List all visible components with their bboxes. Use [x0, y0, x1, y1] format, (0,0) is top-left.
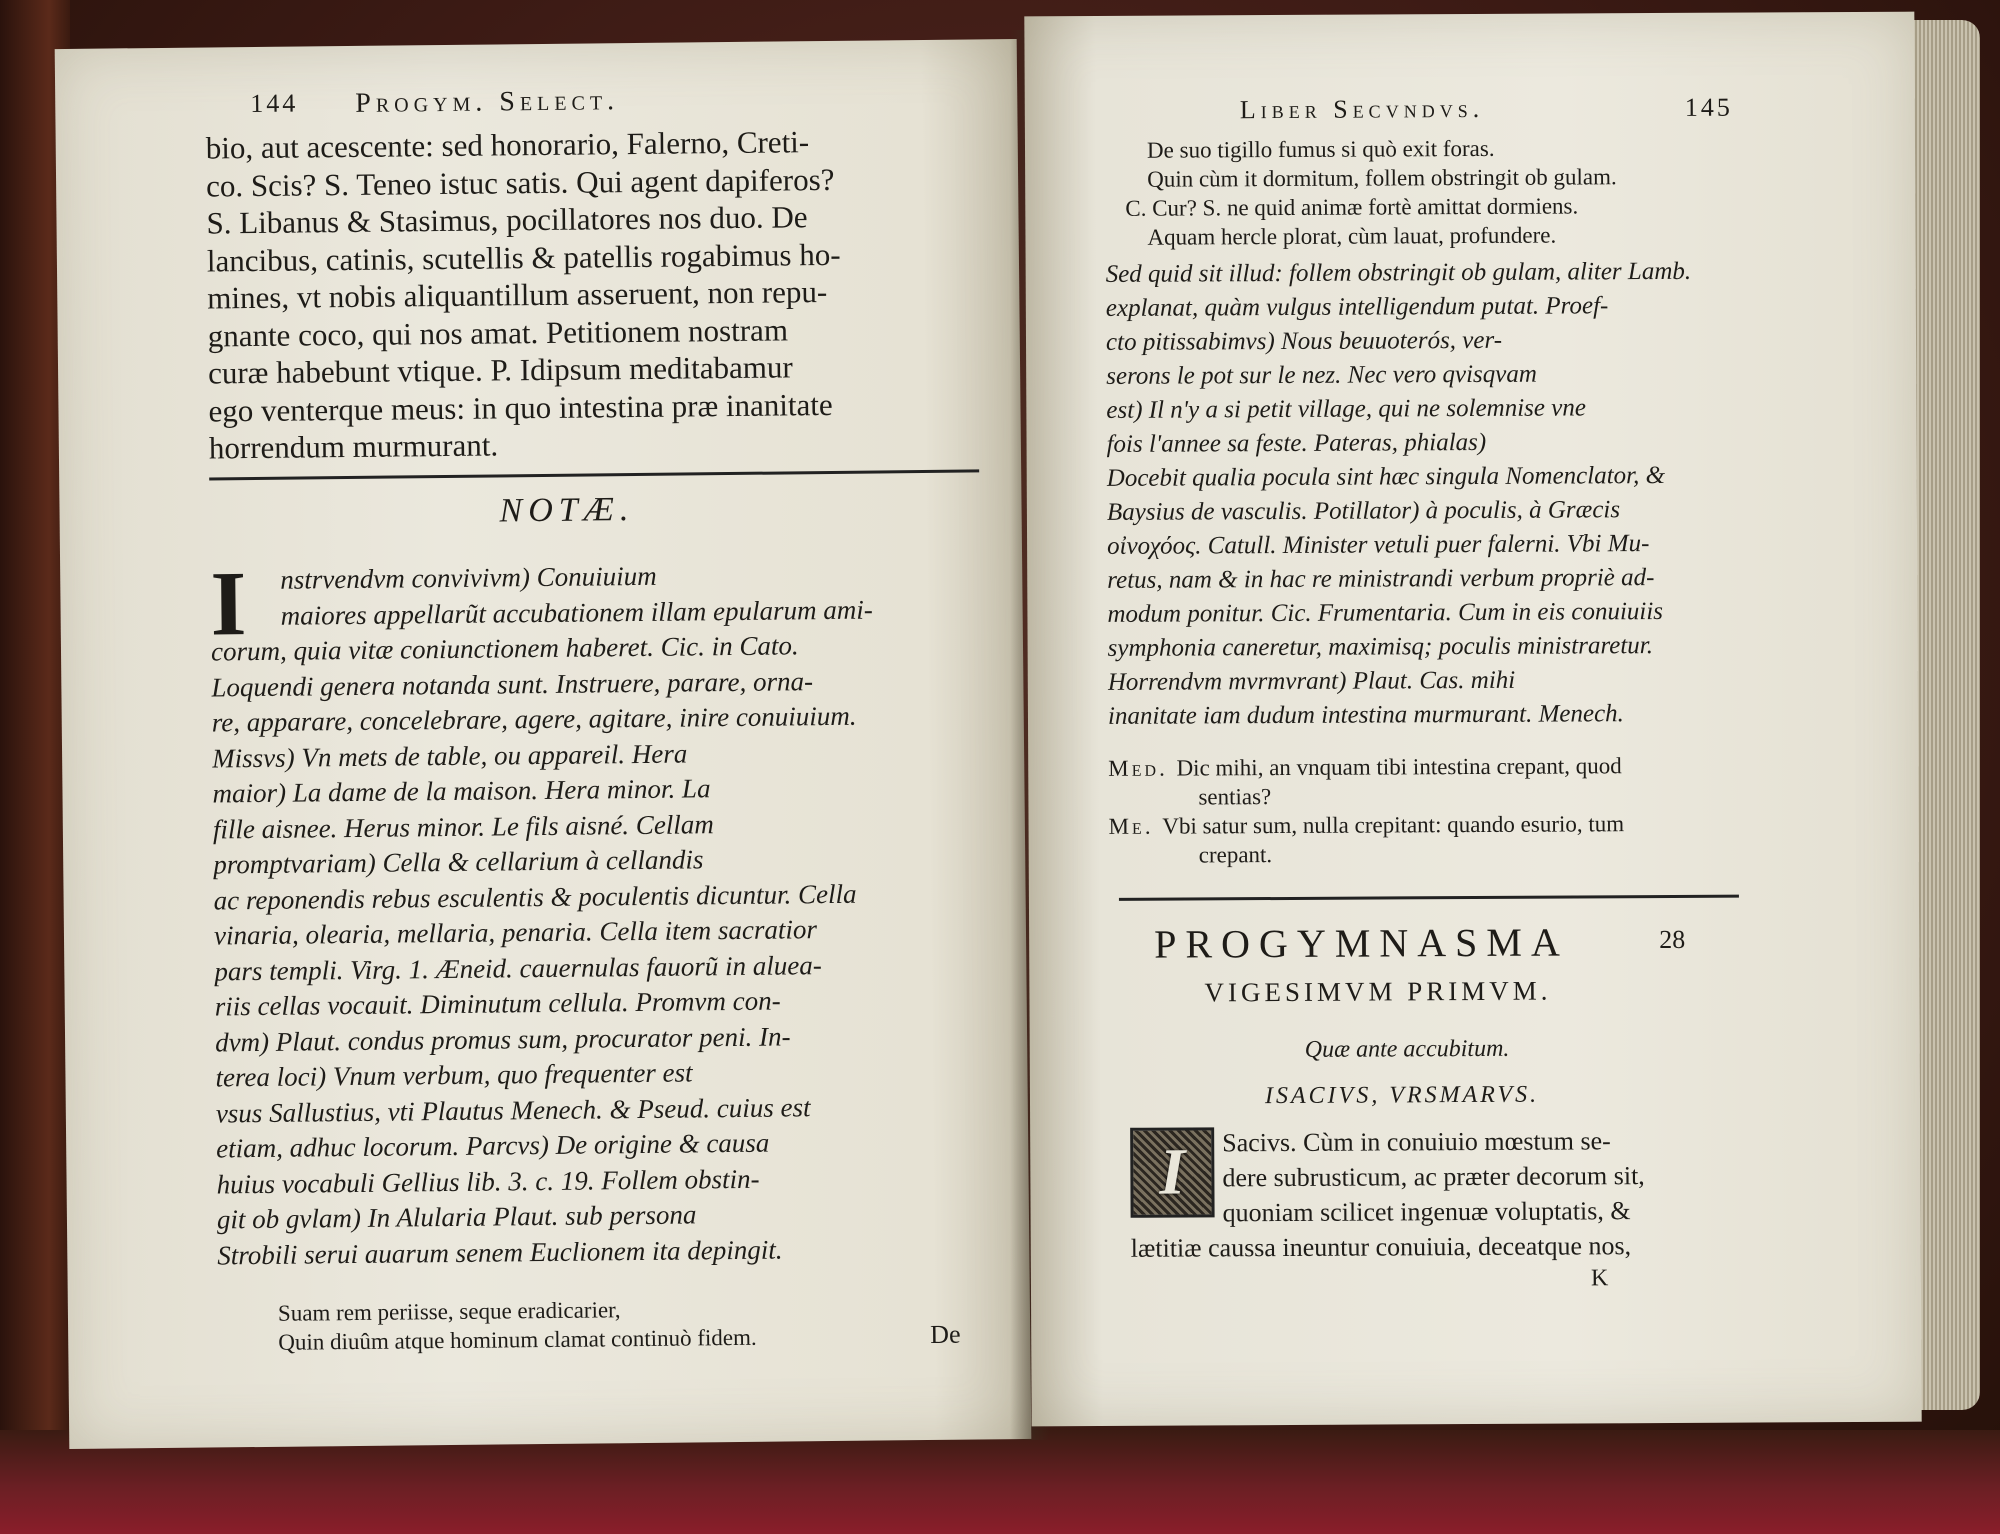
text-line: Sed quid sit illud: follem obstringit ob gulam, aliter Lamb.	[1105, 257, 1692, 288]
speaker-text: Dic mihi, an vnquam tibi intestina crepant, quod	[1176, 753, 1622, 781]
text-line: Sacivs. Cùm in conuiuio mœstum se-	[1222, 1126, 1611, 1158]
left-page	[55, 39, 1032, 1449]
text-line: huius vocabuli Gellius lib. 3. c. 19. Follem obstin-	[216, 1163, 760, 1199]
progymnasma-subtitle: VIGESIMVM PRIMVM.	[1204, 975, 1552, 1008]
speaker-text-continued: crepant.	[1198, 842, 1273, 868]
text-line: οἰνοχόος. Catull. Minister vetuli puer falerni. Vbi Mu-	[1107, 530, 1650, 560]
text-line: est) Il n'y a si petit village, qui ne solemnise vne	[1106, 394, 1586, 424]
interlocutors: ISACIVS, VRSMARVS.	[1264, 1081, 1540, 1110]
text-line: gnante coco, qui nos amat. Petitionem nostram	[207, 311, 789, 353]
left-body-text	[206, 121, 1009, 467]
text-line: curæ habebunt vtique. P. Idipsum meditabamur	[207, 349, 793, 391]
notes-drop-capital: I	[209, 552, 247, 655]
text-line: horrendum murmurant.	[208, 427, 499, 466]
text-line: Strobili serui auarum senem Euclionem ita depingit.	[217, 1234, 783, 1270]
text-line: quoniam scilicet ingenuæ voluptatis, &	[1222, 1196, 1631, 1228]
left-section-rule	[209, 469, 979, 480]
left-notes-text	[209, 552, 1017, 1273]
text-line: lætitiæ caussa ineuntur conuiuia, deceatque nos,	[1130, 1231, 1632, 1263]
text-line: Baysius de vasculis. Potillator) à poculis, à Græcis	[1106, 496, 1621, 526]
text-line: nstrvendvm convivivm) Conuiuium	[280, 560, 657, 595]
dialogue-row	[1108, 750, 1888, 783]
text-line: pars templi. Virg. 1. Æneid. cauernulas fauorũ in aluea-	[214, 949, 822, 986]
text-line: C. Cur? S. ne quid animæ fortè amittat dormiens.	[1125, 193, 1579, 221]
text-line: modum ponitur. Cic. Frumentaria. Cum in eis conuiuiis	[1107, 598, 1664, 628]
text-line: ego venterque meus: in quo intestina præ inanitate	[208, 386, 833, 428]
left-running-head: Progym. Select.	[355, 85, 620, 119]
text-line: promptvariam) Cella & cellarium à cellandis	[213, 844, 704, 880]
text-line: symphonia caneretur, maximisq; poculis ministraretur.	[1107, 632, 1654, 662]
text-line: dvm) Plaut. condus promus sum, procurator peni. In-	[214, 1020, 791, 1057]
text-line: ac reponendis rebus esculentis & poculentis dicuntur. Cella	[213, 878, 857, 915]
text-line: Aquam hercle plorat, cùm lauat, profundere.	[1147, 222, 1557, 250]
right-section-rule	[1119, 895, 1739, 901]
text-line: Quin diuûm atque hominum clamat continuò fidem.	[278, 1324, 757, 1355]
signature-mark: K	[1590, 1265, 1609, 1292]
right-notes-text	[1106, 254, 1888, 734]
text-line: serons le pot sur le nez. Nec vero qvisqvam	[1106, 360, 1537, 390]
right-page-number: 145	[1684, 92, 1733, 122]
opening-dialogue	[1130, 1122, 1891, 1266]
text-line: S. Libanus & Stasimus, pocillatores nos duo. De	[206, 199, 808, 241]
progymnasma-title: PROGYMNASMA	[1154, 919, 1569, 967]
text-line: Docebit qualia pocula sint hæc singula Nomenclator, &	[1106, 461, 1666, 492]
speaker-text: Vbi satur sum, nulla crepitant: quando esurio, tum	[1162, 811, 1625, 839]
text-line: explanat, quàm vulgus intelligendum putat. Proef-	[1105, 292, 1609, 322]
left-catchword: De	[930, 1319, 961, 1349]
text-line: retus, nam & in hac re ministrandi verbum propriè ad-	[1107, 564, 1655, 594]
text-line: riis cellas vocauit. Diminutum cellula. Promvm con-	[214, 985, 781, 1022]
dialogue-row	[1108, 808, 1888, 841]
right-running-head: Liber Secvndvs.	[1239, 93, 1485, 125]
text-line: Quin cùm it dormitum, follem obstringit ob gulam.	[1147, 164, 1617, 192]
text-line: maior) La dame de la maison. Hera minor. La	[212, 773, 711, 809]
text-line: dere subrusticum, ac præter decorum sit,	[1222, 1161, 1645, 1193]
text-line: bio, aut acescente: sed honorario, Falerno, Creti-	[205, 124, 810, 166]
left-page-number: 144	[250, 88, 299, 119]
text-line: vsus Sallustius, vti Plautus Menech. & Pseud. cuius est	[215, 1091, 811, 1128]
text-line: terea loci) Vnum verbum, quo frequenter est	[215, 1057, 693, 1093]
left-verse-quote	[278, 1291, 999, 1357]
text-line: co. Scis? S. Teneo istuc satis. Qui agent dapiferos?	[205, 161, 835, 203]
text-line: De suo tigillo fumus si quò exit foras.	[1146, 135, 1495, 163]
right-dialogue-quote	[1108, 750, 1889, 870]
section-caption: Quæ ante accubitum.	[1304, 1035, 1510, 1063]
text-line: Horrendvm mvrmvrant) Plaut. Cas. mihi	[1107, 666, 1516, 696]
progymnasma-number: 28	[1659, 924, 1686, 955]
text-line: inanitate iam dudum intestina murmurant. Menech.	[1107, 700, 1624, 730]
right-verse-quote	[1125, 132, 1866, 252]
speaker-label: Me.	[1108, 813, 1163, 839]
text-line: fois l'annee sa feste. Pateras, phialas)	[1106, 428, 1487, 458]
text-line: maiores appellarũt accubationem illam epularum ami-	[280, 594, 873, 631]
text-line: cto pitissabimvs) Nous beuuoterós, ver-	[1105, 326, 1503, 356]
speaker-text-continued: sentias?	[1198, 784, 1272, 810]
text-line: fille aisnee. Herus minor. Le fils aisné. Cellam	[212, 808, 714, 844]
woodcut-initial-letter: I	[1159, 1135, 1186, 1209]
text-line: re, apparare, concelebrare, agere, agitare, inire conuiuium.	[211, 700, 857, 738]
text-line: etiam, adhuc locorum. Parcvs) De origine & causa	[216, 1127, 770, 1164]
text-line: mines, vt nobis aliquantillum asseruent, non repu-	[207, 274, 828, 316]
text-line: corum, quia vitæ coniunctionem haberet. Cic. in Cato.	[210, 630, 799, 667]
speaker-label: Med.	[1108, 755, 1177, 781]
text-line: Suam rem periisse, seque eradicarier,	[277, 1297, 621, 1326]
notes-heading: NOTÆ.	[499, 491, 635, 530]
text-line: git ob gvlam) In Alularia Plaut. sub persona	[216, 1199, 697, 1235]
text-line: vinaria, olearia, mellaria, penaria. Cella item sacratior	[213, 914, 818, 951]
text-line: lancibus, catinis, scutellis & patellis rogabimus ho-	[206, 236, 841, 278]
text-line: Loquendi genera notanda sunt. Instruere, parare, orna-	[211, 665, 814, 702]
right-page	[1024, 12, 1921, 1427]
text-line: Missvs) Vn mets de table, ou appareil. Hera	[211, 737, 688, 773]
